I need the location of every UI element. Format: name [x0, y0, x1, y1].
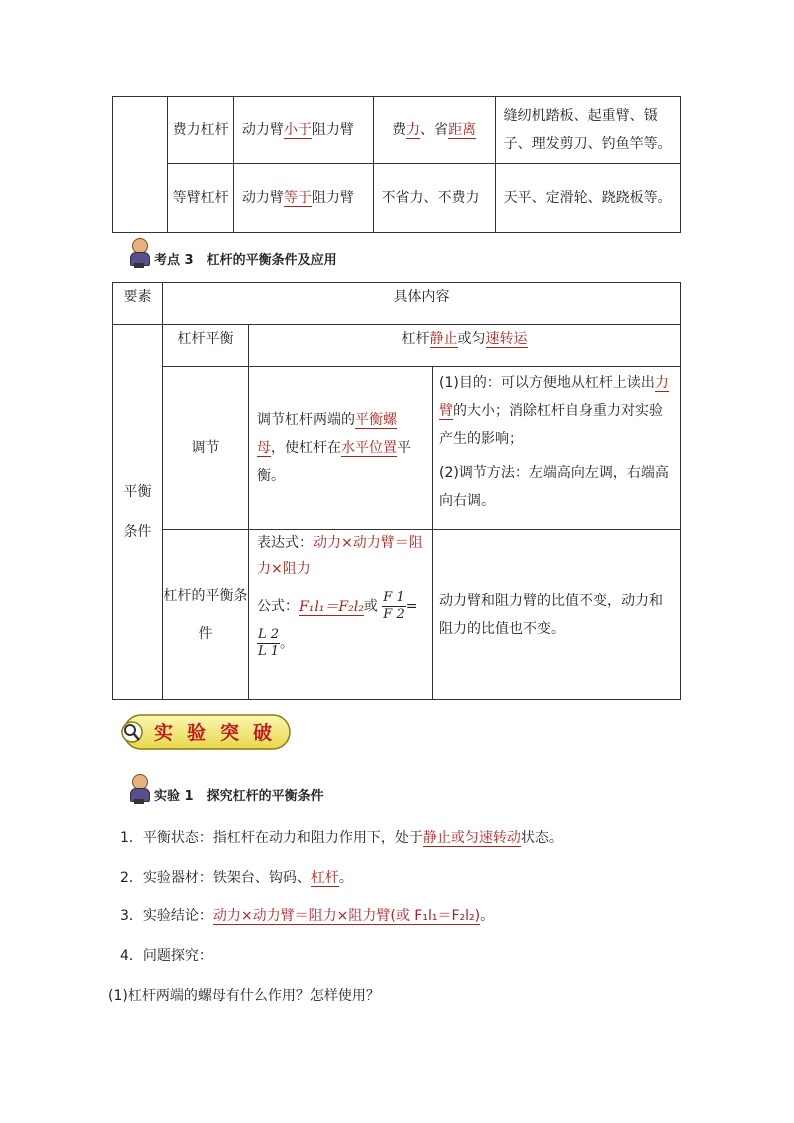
answer-key: 静止或匀速转动: [422, 830, 521, 846]
feature-text: 、省: [420, 122, 449, 138]
content-key: 动力×动力臂＝阻力×阻力: [257, 535, 423, 577]
fraction-numerator: F 1: [383, 590, 405, 605]
teacher-icon: [128, 238, 150, 268]
answer-key: 杠杆: [310, 870, 339, 886]
condition-text: 阻力臂: [311, 122, 354, 138]
fraction-denominator: L 1: [258, 644, 280, 659]
row-label-cell: [163, 325, 249, 367]
fraction-force: [382, 590, 405, 623]
content-key: 平衡螺母: [257, 412, 397, 456]
formula-line-2: [257, 627, 424, 660]
formula-key: F₁l₁＝F₂l₂: [299, 598, 364, 615]
content-text: 公式：: [257, 598, 299, 615]
content-text: 的大小；消除杠杆自身重力对实验产生的影响；: [439, 403, 663, 447]
paragraph-text: 2．实验器材：铁架台、钩码、: [120, 870, 311, 886]
content-cell: [249, 325, 681, 367]
fraction-arm: [257, 627, 280, 660]
content-key: 水平位置: [341, 440, 397, 456]
content-text: 调节杠杆两端的: [257, 412, 355, 428]
paragraph: [120, 827, 563, 847]
table-row: [113, 164, 681, 233]
content-text: 平衡。: [257, 440, 411, 484]
experiment-banner: [118, 712, 296, 752]
header-cell: [163, 283, 681, 325]
paragraph-text: 3．实验结论：: [120, 908, 213, 924]
header-label: 要素: [123, 289, 152, 305]
balance-condition-cell: [113, 325, 163, 700]
experiment-title: 实验 1 探究杠杆的平衡条件: [154, 789, 324, 804]
content-text: 杠杆: [401, 331, 430, 347]
condition-key: 等于: [283, 190, 312, 206]
paragraph-text: 1．平衡状态：指杠杆在动力和阻力作用下，处于: [120, 830, 423, 846]
content-cell: [433, 530, 681, 700]
balance-conditions-table: [112, 282, 681, 700]
examples-text: 缝纫机踏板、起重臂、镊子、理发剪刀、钓鱼竿等。: [503, 108, 672, 152]
banner-text: 实验突破: [153, 722, 286, 744]
fraction-denominator: F 2: [383, 607, 405, 622]
content-text: 或: [363, 598, 378, 615]
content-text: 表达式：: [257, 535, 313, 551]
feature-key: 力: [406, 122, 421, 138]
lever-types-table: [112, 96, 681, 233]
question: (1)杠杆两端的螺母有什么作用？怎样使用？: [108, 988, 380, 1004]
section-heading: [128, 238, 337, 268]
content-text: 。: [280, 635, 295, 652]
teacher-icon: [128, 774, 150, 804]
purpose-text: [439, 369, 674, 453]
condition-text: 动力臂: [241, 122, 284, 138]
paragraph: [120, 905, 494, 925]
examples-cell: [495, 164, 680, 233]
examples-cell: [495, 97, 680, 164]
answer-key: 动力×动力臂＝阻力×阻力臂(或 F₁l₁＝F₂l₂): [212, 908, 481, 924]
feature-cell: [373, 164, 495, 233]
experiment-heading: [128, 774, 324, 804]
condition-key: 小于: [283, 122, 312, 138]
paragraph-text: 。: [338, 870, 353, 886]
method-text: (2)调节方法：左端高向左调，右端高向右调。: [439, 465, 669, 509]
paragraph: [120, 867, 353, 887]
feature-text: 费: [392, 122, 407, 138]
content-text: 或匀: [457, 331, 486, 347]
content-text: 动力臂和阻力臂的比值不变，动力和阻力的比值也不变。: [439, 592, 663, 637]
table-row: [113, 530, 681, 700]
condition-cell: [233, 97, 373, 164]
content-text: (1)目的：可以方便地从杠杆上读出: [439, 375, 655, 391]
lever-type-cell: [168, 164, 233, 233]
content-key: 力臂: [439, 375, 669, 419]
content-key: 速转运: [485, 331, 528, 347]
feature-text: 不省力、不费力: [381, 190, 480, 206]
content-text: ，使杠杆在: [271, 440, 341, 456]
empty-category-cell: [113, 97, 168, 233]
condition-text: 动力臂: [241, 190, 284, 206]
lever-type-label: 费力杠杆: [172, 122, 229, 138]
header-cell: [113, 283, 163, 325]
row-label: 平衡条件: [123, 484, 152, 540]
lever-type-cell: [168, 97, 233, 164]
expression-line: [257, 530, 424, 582]
row-label: 杠杆的平衡条件: [163, 587, 248, 642]
paragraph-text: 。: [480, 908, 495, 924]
row-label: 调节: [191, 440, 220, 456]
formula-line: 公式：F₁l₁＝F₂l₂或 $\frac{F 1}{F 2}$ =: [257, 590, 418, 622]
paragraph-text: 状态。: [520, 830, 563, 846]
condition-text: 阻力臂: [311, 190, 354, 206]
row-label: 杠杆平衡: [177, 331, 234, 347]
lever-type-label: 等臂杠杆: [172, 190, 229, 206]
table-row: [113, 325, 681, 367]
section-title: 考点 3 杠杆的平衡条件及应用: [154, 253, 337, 268]
fraction-numerator: L 2: [258, 627, 280, 642]
content-cell: [433, 367, 681, 530]
row-label-cell: [163, 367, 249, 530]
content-cell: [249, 367, 433, 530]
row-label-cell: [163, 530, 249, 700]
table-row: [113, 97, 681, 164]
condition-cell: [233, 164, 373, 233]
content-key: 静止: [429, 331, 458, 347]
table-row: [113, 367, 681, 530]
feature-key: 距离: [448, 122, 477, 138]
paragraph: 4．问题探究：: [120, 948, 213, 964]
header-label: 具体内容: [393, 289, 450, 305]
table-header-row: [113, 283, 681, 325]
content-cell: [249, 530, 433, 700]
examples-text: 天平、定滑轮、跷跷板等。: [503, 190, 672, 206]
feature-cell: [373, 97, 495, 164]
